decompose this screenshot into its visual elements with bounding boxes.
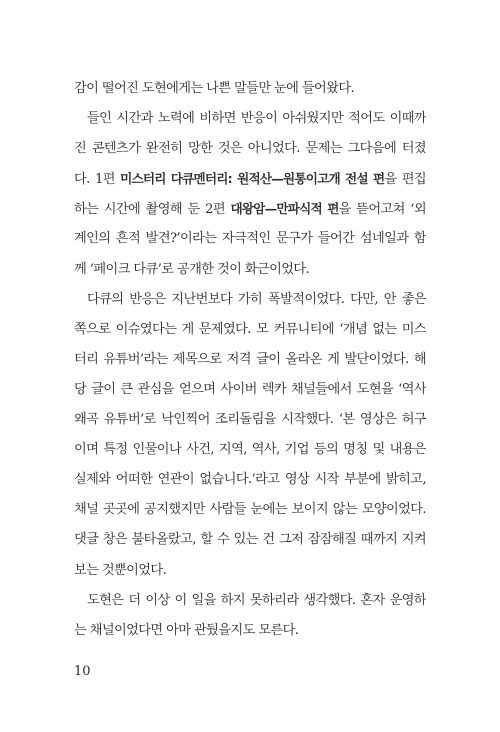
text-line: 진 콘텐츠가 완전히 망한 것은 아니었다. 문제는 그다음에 터졌 [74, 141, 426, 157]
text-line: 댓글 창은 불타올랐고, 할 수 있는 건 그저 잠잠해질 때까지 지켜 [74, 532, 426, 548]
text-line: 이며 특정 인물이나 사건, 지역, 역사, 기업 등의 명칭 및 내용은 [74, 442, 426, 458]
text-line: 도현은 더 이상 이 일을 하지 못하리라 생각했다. 혼자 운영하 [87, 592, 426, 608]
text-line: 당 글이 큰 관심을 얻으며 사이버 렉카 채널들에서 도현을 ‘역사 [74, 381, 426, 397]
text-line: 들인 시간과 노력에 비하면 반응이 아쉬웠지만 적어도 이때까 [87, 111, 426, 127]
text-line: 께 ‘페이크 다큐’로 공개한 것이 화근이었다. [74, 261, 310, 277]
text-line: 터리 유튜버’라는 제목으로 저격 글이 올라온 게 발단이었다. 해 [74, 351, 426, 367]
bold-title: 대왕암—만파식적 편 [230, 201, 339, 217]
text-line: 다. 1편 미스터리 다큐멘터리: 원적산—원통이고개 전설 편을 편집 [74, 171, 426, 188]
bold-title: 미스터리 다큐멘터리: 원적산—원통이고개 전설 편 [120, 171, 385, 187]
text-line: 채널 곳곳에 공지했지만 사람들 눈에는 보이지 않는 모양이었다. [74, 502, 426, 518]
text-line: 는 채널이었다면 아마 관뒀을지도 모른다. [74, 622, 299, 638]
text-line: 실제와 어떠한 연관이 없습니다.’라고 영상 시작 부분에 밝히고, [74, 472, 426, 488]
text-line: 하는 시간에 촬영해 둔 2편 대왕암—만파식적 편을 뜯어고쳐 ‘외 [74, 201, 426, 218]
body-text [74, 74, 426, 646]
text-line: 다큐의 반응은 지난번보다 가히 폭발적이었다. 다만, 안 좋은 [87, 291, 426, 307]
text-line: 왜곡 유튜버’로 낙인찍어 조리돌림을 시작했다. ‘본 영상은 허구 [74, 412, 426, 428]
page-number: 10 [74, 664, 91, 679]
text-line: 감이 떨어진 도현에게는 나쁜 말들만 눈에 들어왔다. [74, 81, 355, 96]
text-line: 계인의 흔적 발견?’이라는 자극적인 문구가 들어간 섬네일과 함 [74, 231, 426, 247]
text-line: 보는 것뿐이었다. [74, 562, 167, 578]
text-line: 쪽으로 이슈였다는 게 문제였다. 모 커뮤니티에 ‘개념 없는 미스 [74, 321, 426, 337]
